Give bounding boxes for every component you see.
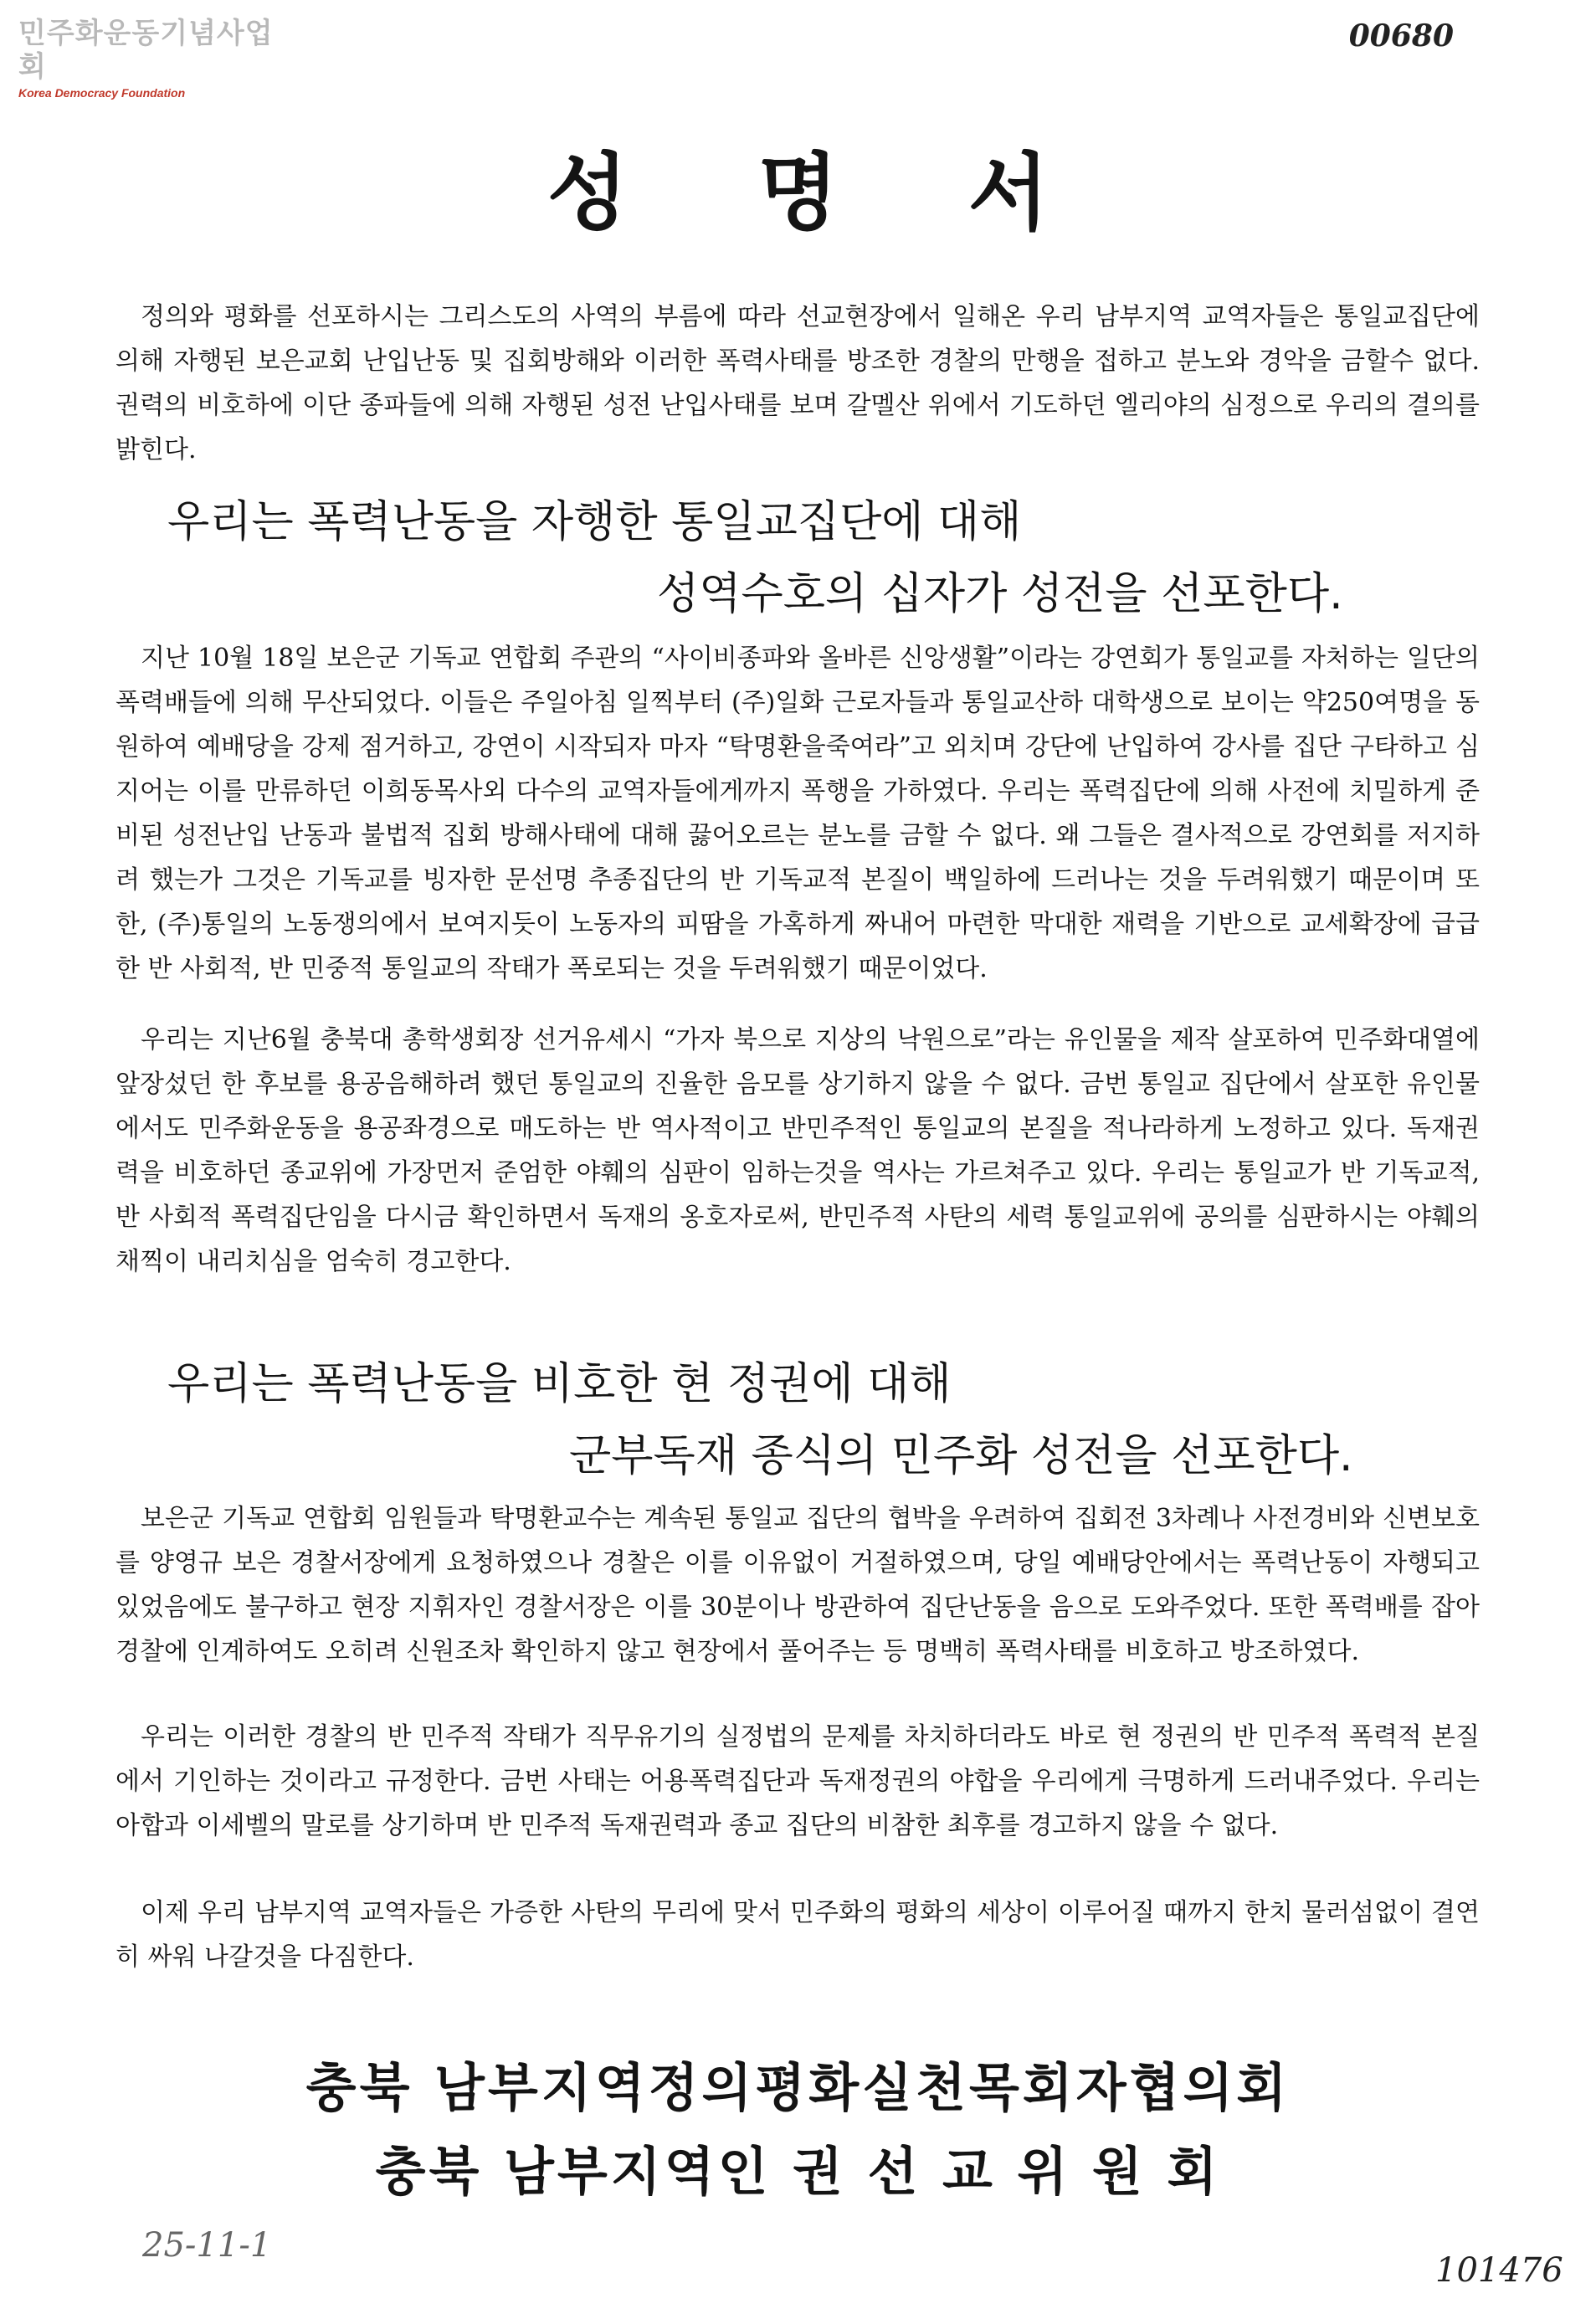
section2-heading-line2: 군부독재 종식의 민주화 성전을 선포한다. (569, 1431, 1353, 1481)
signature-line-2: 충북 남부지역인 권 선 교 위 원 회 (375, 2141, 1221, 2202)
logo-korean: 민주화운동기념사업회 (18, 17, 274, 84)
section2-paragraph-3: 이제 우리 남부지역 교역자들은 가증한 사탄의 무리에 맞서 민주화의 평화의 세상이 이루어질 때까지 한치 물러섬없이 결연히 싸워 나갈것을 다짐한다. (115, 1898, 1480, 1972)
section2-heading-line1: 우리는 폭력난동을 비호한 현 정권에 대해 (167, 1359, 952, 1409)
intro-paragraph: 정의와 평화를 선포하시는 그리스도의 사역의 부름에 따라 선교현장에서 일해온 우리 남부지역 교역자들은 통일교집단에 의해 자행된 보은교회 난입난동 및 집회방해와 이러한 폭력사태를 방조한 경찰의 만행을 접하고 분노와 경악을 금할수 없다. 권력의 비호하에 이단 종파들에 의해 자행된 성전 난입사태를 보며 갈멜산 위에서 기도하던 엘리야의 심정으로 우리의 결의를 밝힌다. (115, 302, 1480, 464)
section1-paragraph-1: 지난 10월 18일 보은군 기독교 연합회 주관의 “사이비종파와 올바른 신앙생활”이라는 강연회가 통일교를 자처하는 일단의 폭력배들에 의해 무산되었다. 이들은 주일아침 일찍부터 (주)일화 근로자들과 통일교산하 대학생으로 보이는 약250여명을 동원하여 예배당을 강제 점거하고, 강연이 시작되자 마자 “탁명환을죽여라”고 외치며 강단에 난입하여 강사를 집단 구타하고 심지어는 이를 만류하던 이희동목사외 다수의 교역자들에게까지 폭행을 가하였다. 우리는 폭력집단에 의해 사전에 치밀하게 준비된 성전난입 난동과 불법적 집회 방해사태에 대해 끓어오르는 분노를 금할 수 없다. 왜 그들은 결사적으로 강연회를 저지하려 했는가 그것은 기독교를 빙자한 문선명 추종집단의 반 기독교적 본질이 백일하에 드러나는 것을 두려워했기 때문이며 또한, (주)통일의 노동쟁의에서 보여지듯이 노동자의 피땀을 가혹하게 짜내어 마련한 막대한 재력을 기반으로 교세확장에 급급한 반 사회적, 반 민중적 통일교의 작태가 폭로되는 것을 두려워했기 때문이었다. (115, 644, 1480, 983)
handwritten-mark-left: 25-11-1 (142, 2226, 272, 2265)
section1-paragraph-2: 우리는 지난6월 충북대 총학생회장 선거유세시 “가자 북으로 지상의 낙원으로”라는 유인물을 제작 살포하여 민주화대열에 앞장섰던 한 후보를 용공음해하려 했던 통일교의 진율한 음모를 상기하지 않을 수 없다. 금번 통일교 집단에서 살포한 유인물에서도 민주화운동을 용공좌경으로 매도하는 반 역사적이고 반민주적인 통일교의 본질을 적나라하게 노정하고 있다. 독재권력을 비호하던 종교위에 가장먼저 준엄한 야훼의 심판이 임하는것을 역사는 가르쳐주고 있다. 우리는 통일교가 반 기독교적, 반 사회적 폭력집단임을 다시금 확인하면서 독재의 옹호자로써, 반민주적 사탄의 세력 통일교위에 공의를 심판하시는 야훼의 채찍이 내리치심을 엄숙히 경고한다. (115, 1025, 1480, 1276)
section1-heading-line2: 성역수호의 십자가 성전을 선포한다. (657, 569, 1343, 619)
page-title: 성 명 서 (547, 143, 1100, 242)
document-number: 00680 (1348, 18, 1454, 54)
foundation-logo (18, 17, 286, 100)
signature-line-1: 충북 남부지역정의평화실천목회자협의회 (305, 2057, 1291, 2118)
section2-paragraph-2: 우리는 이러한 경찰의 반 민주적 작태가 직무유기의 실정법의 문제를 차치하더라도 바로 현 정권의 반 민주적 폭력적 본질에서 기인하는 것이라고 규정한다. 금번 사태는 어용폭력집단과 독재정권의 야합을 우리에게 극명하게 드러내주었다. 우리는 아합과 이세벨의 말로를 상기하며 반 민주적 독재권력과 종교 집단의 비참한 최후를 경고하지 않을 수 없다. (115, 1722, 1480, 1840)
handwritten-mark-right: 101476 (1435, 2251, 1563, 2290)
section2-paragraph-1: 보은군 기독교 연합회 임원들과 탁명환교수는 계속된 통일교 집단의 협박을 우려하여 집회전 3차례나 사전경비와 신변보호를 양영규 보은 경찰서장에게 요청하였으나 경찰은 이를 이유없이 거절하였으며, 당일 예배당안에서는 폭력난동이 자행되고 있었음에도 불구하고 현장 지휘자인 경찰서장은 이를 30분이나 방관하여 집단난동을 음으로 도와주었다. 또한 폭력배를 잡아 경찰에 인계하여도 오히려 신원조차 확인하지 않고 현장에서 풀어주는 등 명백히 폭력사태를 비호하고 방조하였다. (115, 1504, 1480, 1666)
section1-heading-line1: 우리는 폭력난동을 자행한 통일교집단에 대해 (167, 497, 1022, 547)
logo-english: Korea Democracy Foundation (18, 86, 186, 100)
